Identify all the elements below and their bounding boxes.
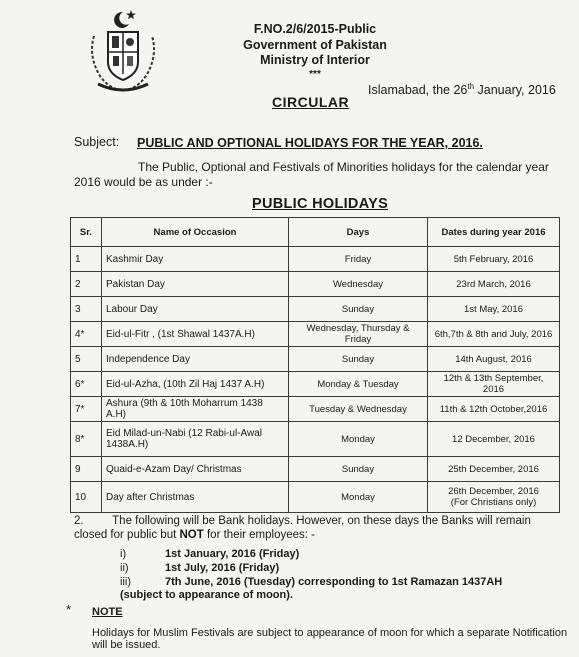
row-day: Monday & Tuesday: [289, 372, 428, 397]
holidays-table: [70, 217, 560, 513]
table-row: [71, 457, 560, 482]
bank-holiday-item: ii) 1st July, 2016 (Friday): [120, 562, 280, 574]
table-header-row: [71, 218, 560, 247]
row-occasion: Eid-ul-Fitr , (1st Shawal 1437A.H): [102, 322, 289, 347]
row-sr: 7*: [71, 397, 102, 422]
row-sr: 9: [71, 457, 102, 482]
row-occasion: Quaid-e-Azam Day/ Christmas: [102, 457, 289, 482]
row-sr: 6*: [71, 372, 102, 397]
header-dates: Dates during year 2016: [428, 218, 560, 247]
row-occasion: Day after Christmas: [102, 482, 289, 513]
row-day: Sunday: [289, 297, 428, 322]
subject-label: Subject:: [74, 135, 120, 149]
ministry-title: Ministry of Interior: [260, 53, 370, 67]
row-day: Sunday: [289, 347, 428, 372]
row-day: Wednesday: [289, 272, 428, 297]
row-day: Sunday: [289, 457, 428, 482]
row-date: 12 December, 2016: [428, 422, 560, 457]
note-heading: NOTE: [92, 606, 123, 618]
row-sr: 5: [71, 347, 102, 372]
row-sr: 10: [71, 482, 102, 513]
header-sr: Sr.: [71, 218, 102, 247]
row-day: Friday: [289, 247, 428, 272]
table-row: [71, 372, 560, 397]
header-occasion: Name of Occasion: [102, 218, 289, 247]
row-sr: 4*: [71, 322, 102, 347]
row-sr: 1: [71, 247, 102, 272]
row-occasion: Pakistan Day: [102, 272, 289, 297]
row-date: 1st May, 2016: [428, 297, 560, 322]
table-row: [71, 322, 560, 347]
row-date: 12th & 13th September, 2016: [428, 372, 560, 397]
note-text: Holidays for Muslim Festivals are subject to appearance of moon for which a separate Notification will be issued.: [92, 627, 568, 651]
subject-text: PUBLIC AND OPTIONAL HOLIDAYS FOR THE YEAR, 2016.: [137, 136, 483, 150]
row-occasion: Ashura (9th & 10th Moharrum 1438 A.H): [102, 397, 289, 422]
paragraph-text: The following will be Bank holidays. However, on these days the Banks will remain closed for public but: [74, 515, 531, 541]
public-holidays-title: PUBLIC HOLIDAYS: [252, 196, 389, 212]
row-day: Monday: [289, 482, 428, 513]
row-occasion: Labour Day: [102, 297, 289, 322]
row-sr: 8*: [71, 422, 102, 457]
dateline: Islamabad, the 26th January, 2016: [368, 82, 556, 98]
row-date: 23rd March, 2016: [428, 272, 560, 297]
row-day: Wednesday, Thursday & Friday: [289, 322, 428, 347]
header-days: Days: [289, 218, 428, 247]
bank-holiday-item: iii) 7th June, 2016 (Tuesday) corresponding to 1st Ramazan 1437AH (subject to appearance of moon).: [120, 576, 503, 601]
pakistan-emblem-icon: [84, 6, 162, 96]
table-row: [71, 247, 560, 272]
table-row: [71, 422, 560, 457]
row-occasion: Independence Day: [102, 347, 289, 372]
table-row: [71, 482, 560, 513]
paragraph-2: [74, 514, 554, 542]
paragraph-tail: for their employees: -: [206, 529, 315, 541]
intro-paragraph: The Public, Optional and Festivals of Minorities holidays for the calendar year 2016 would be as under :-: [74, 160, 549, 189]
table-row: [71, 397, 560, 422]
bank-holiday-item: i) 1st January, 2016 (Friday): [120, 548, 300, 560]
row-occasion: Eid-ul-Azha, (10th Zil Haj 1437 A.H): [102, 372, 289, 397]
government-title: Government of Pakistan: [243, 38, 387, 52]
row-day: Tuesday & Wednesday: [289, 397, 428, 422]
row-date: 5th February, 2016: [428, 247, 560, 272]
paragraph-number: 2.: [74, 515, 84, 527]
circular-title: CIRCULAR: [272, 94, 350, 110]
note-asterisk: *: [66, 602, 72, 617]
row-occasion: Kashmir Day: [102, 247, 289, 272]
table-row: [71, 347, 560, 372]
paragraph-not: NOT: [179, 529, 204, 541]
row-sr: 3: [71, 297, 102, 322]
row-day: Monday: [289, 422, 428, 457]
row-date: 26th December, 2016 (For Christians only): [428, 482, 560, 513]
table-row: [71, 272, 560, 297]
file-number: F.NO.2/6/2015-Public: [253, 22, 377, 36]
table-row: [71, 297, 560, 322]
header-stars: ***: [309, 69, 321, 80]
row-occasion: Eid Milad-un-Nabi (12 Rabi-ul-Awal 1438A.H): [102, 422, 289, 457]
row-date: 25th December, 2016: [428, 457, 560, 482]
row-date: 6th,7th & 8th and July, 2016: [428, 322, 560, 347]
row-date: 11th & 12th October,2016: [428, 397, 560, 422]
row-date: 14th August, 2016: [428, 347, 560, 372]
row-sr: 2: [71, 272, 102, 297]
